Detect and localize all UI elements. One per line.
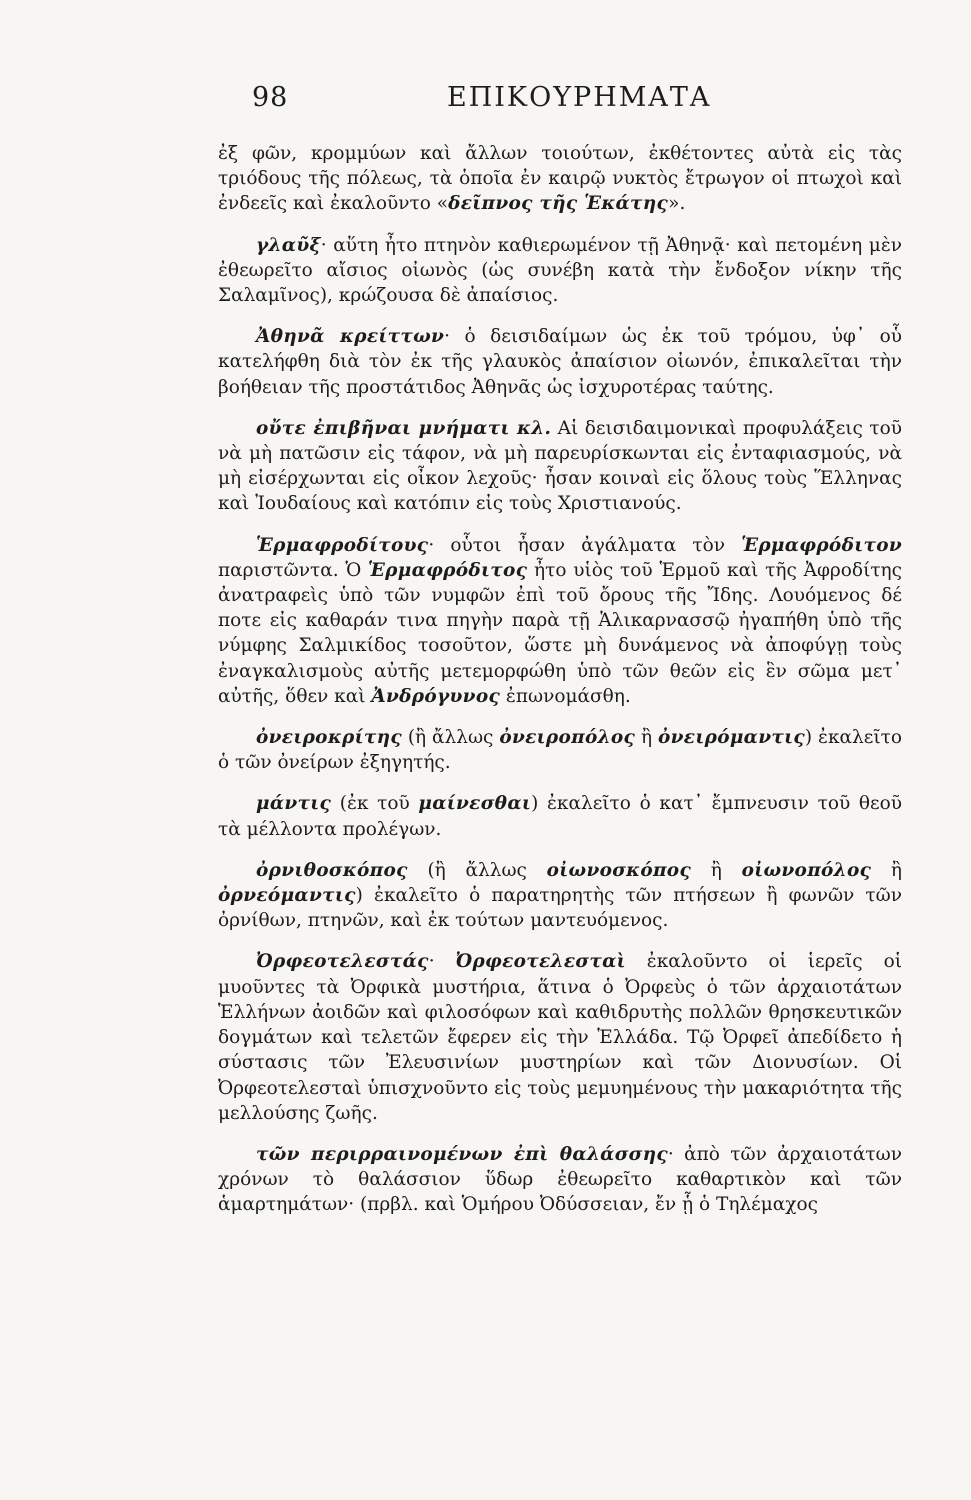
entry-term: γλαῦξ [256,234,321,256]
entry-text: ἐξ φῶν, κρομμύων καὶ ἄλλων τοιούτων, ἐκθέτοντες αὐτὰ εἰς τὰς τριόδους τῆς πόλεως, τὰ ὁποῖα ἐν καιρῷ νυκτὸς ἔτρωγον οἱ πτωχοὶ καὶ ἐνδεεῖς καὶ ἐκαλοῦντο « [218,143,902,215]
glossary-entry [218,416,902,517]
running-head [252,82,722,122]
entry-term: ὀνειροκρίτης [256,727,402,749]
entry-term: ὀρνεόμαντις [218,885,356,907]
entry-term: Ὀρφεοτελεστάς [256,951,429,973]
entry-term: ὀνειροπόλος [499,727,636,749]
entry-text: παριστῶντα. Ὁ [218,559,369,581]
glossary-entry [218,533,902,709]
entry-term: Ἀνδρόγυνος [371,685,501,707]
entry-term: οἰωνοσκόπος [546,859,692,881]
entry-text: · ὁ δεισιδαίμων ὡς ἐκ τοῦ τρόμου, ὑφ᾽ οὗ κατελήφθη διὰ τὸν ἐκ τῆς γλαυκὸς ἀπαίσιον οἰωνόν, ἐπικαλεῖται τὴν βοήθειαν τῆς προστάτιδος Ἀθηνᾶς ὡς ἰσχυροτέρας ταύτης. [218,326,902,398]
entry-text: (ἢ ἄλλως [401,727,500,749]
body-text [218,141,902,1234]
glossary-entry [218,725,902,775]
running-title: ΕΠΙΚΟΥΡΗΜΑΤΑ [447,82,712,113]
entry-term: μαίνεσθαι [418,793,532,815]
entry-term: Ὀρφεοτελεσταὶ [455,951,626,973]
entry-term: μάντις [256,793,332,815]
entry-term: Ἑρμαφρόδιτον [741,534,902,556]
entry-text: ἐπωνομάσθη. [500,685,631,707]
entry-text: Αἱ δεισιδαιμονικαὶ προφυλάξεις τοῦ νὰ μὴ πατῶσιν εἰς τάφον, νὰ μὴ παρευρίσκωνται εἰς ἐνταφιασμούς, νὰ μὴ εἰσέρχωνται εἰς οἶκον λεχοῦς· ἦσαν κοιναὶ εἰς ὅλους τοὺς Ἕλληνας καὶ Ἰουδαίους καὶ κατόπιν εἰς τοὺς Χριστιανούς. [218,417,902,515]
entry-term: Ἑρμαφρόδιτος [368,559,528,581]
glossary-entry [218,324,902,400]
entry-text: ». [668,193,686,215]
entry-text: ) ἐκαλεῖτο ὁ παρατηρητὴς τῶν πτήσεων ἢ φωνῶν τῶν ὀρνίθων, πτηνῶν, καὶ ἐκ τούτων μαντευόμενος. [218,885,902,932]
glossary-entry [218,858,902,934]
entry-text: ἐκαλοῦντο οἱ ἱερεῖς οἱ μυοῦντες τὰ Ὀρφικὰ μυστήρια, ἅτινα ὁ Ὀρφεὺς ὁ τῶν ἀρχαιοτάτων Ἑλλήνων ἀοιδῶν καὶ φιλοσόφων καὶ καθιδρυτὴς πολλῶν θρησκευτικῶν δογμάτων καὶ τελετῶν ἔφερεν εἰς τὴν Ἑλλάδα. Τῷ Ὀρφεῖ ἀπεδίδετο ἡ σύστασις τῶν Ἐλευσινίων μυστηρίων καὶ τῶν Διονυσίων. Οἱ Ὀρφεοτελεσταὶ ὑπισχνοῦντο εἰς τοὺς μεμυημένους τὴν μακαριότητα τῆς μελλούσης ζωῆς. [218,951,902,1124]
entry-term: Ἀθηνᾶ κρείττων [256,326,445,348]
entry-text: (ἐκ τοῦ [331,793,419,815]
entry-text: ) ἐκαλεῖτο ὁ τῶν ὀνείρων ἐξηγητής. [218,727,902,774]
page-number: 98 [252,82,289,113]
entry-term: ὀνειρόμαντις [658,727,805,749]
glossary-entry [218,791,902,841]
entry-term: Ἑρμαφροδίτους [256,534,429,556]
entry-term: ὀρνιθοσκόπος [256,859,408,881]
entry-text: ἦτο υἱὸς τοῦ Ἑρμοῦ καὶ τῆς Ἀφροδίτης ἀνατραφεὶς ὑπὸ τῶν νυμφῶν ἐπὶ τοῦ ὄρους τῆς Ἴδης. Λουόμενος δέ ποτε εἰς καθαράν τινα πηγὴν παρὰ τῇ Ἁλικαρνασσῷ ἠγαπήθη ὑπὸ τῆς νύμφης Σαλμικίδος τοσοῦτον, ὥστε μὴ δυνάμενος νὰ ἀποφύγῃ τοὺς ἐναγκαλισμοὺς αὐτῆς μετεμορφώθη ὑπὸ τῶν θεῶν εἰς ἓν σῶμα μετ᾽ αὐτῆς, ὅθεν καὶ [218,559,902,707]
entry-term: οὔτε ἐπιβῆναι μνήματι κλ. [256,417,552,439]
entry-text: · οὗτοι ἦσαν ἀγάλματα τὸν [428,534,742,556]
entry-term: δεῖπνος τῆς Ἑκάτης [448,193,669,215]
entry-text: (ἢ ἄλλως [407,859,547,881]
entry-text: ἢ [871,859,902,881]
entry-term: τῶν περιρραινομένων ἐπὶ θαλάσσης [256,1143,668,1165]
entry-text: ἢ [635,727,659,749]
entry-text: · [428,951,456,973]
entry-text: · αὕτη ἦτο πτηνὸν καθιερωμένον τῇ Ἀθηνᾷ· καὶ πετομένη μὲν ἐθεωρεῖτο αἴσιος οἰωνὸς (ὡς συνέβη κατὰ τὴν ἔνδοξον νίκην τῆς Σαλαμῖνος), κρώζουσα δὲ ἀπαίσιος. [218,234,902,307]
glossary-entry [218,949,902,1125]
glossary-entry [218,233,902,309]
continued-paragraph [218,141,902,217]
entry-term: οἰωνοπόλος [741,859,872,881]
entry-text: · ἀπὸ τῶν ἀρχαιοτάτων χρόνων τὸ θαλάσσιον ὕδωρ ἐθεωρεῖτο καθαρτικὸν καὶ τῶν ἁμαρτημάτων· (πρβλ. καὶ Ὁμήρου Ὀδύσσειαν, ἔν ᾗ ὁ Τηλέμαχος [218,1143,902,1216]
glossary-entry [218,1142,902,1218]
entry-text: ) ἐκαλεῖτο ὁ κατ᾽ ἔμπνευσιν τοῦ θεοῦ τὰ μέλλοντα προλέγων. [218,793,902,840]
entry-text: ἢ [691,859,742,881]
